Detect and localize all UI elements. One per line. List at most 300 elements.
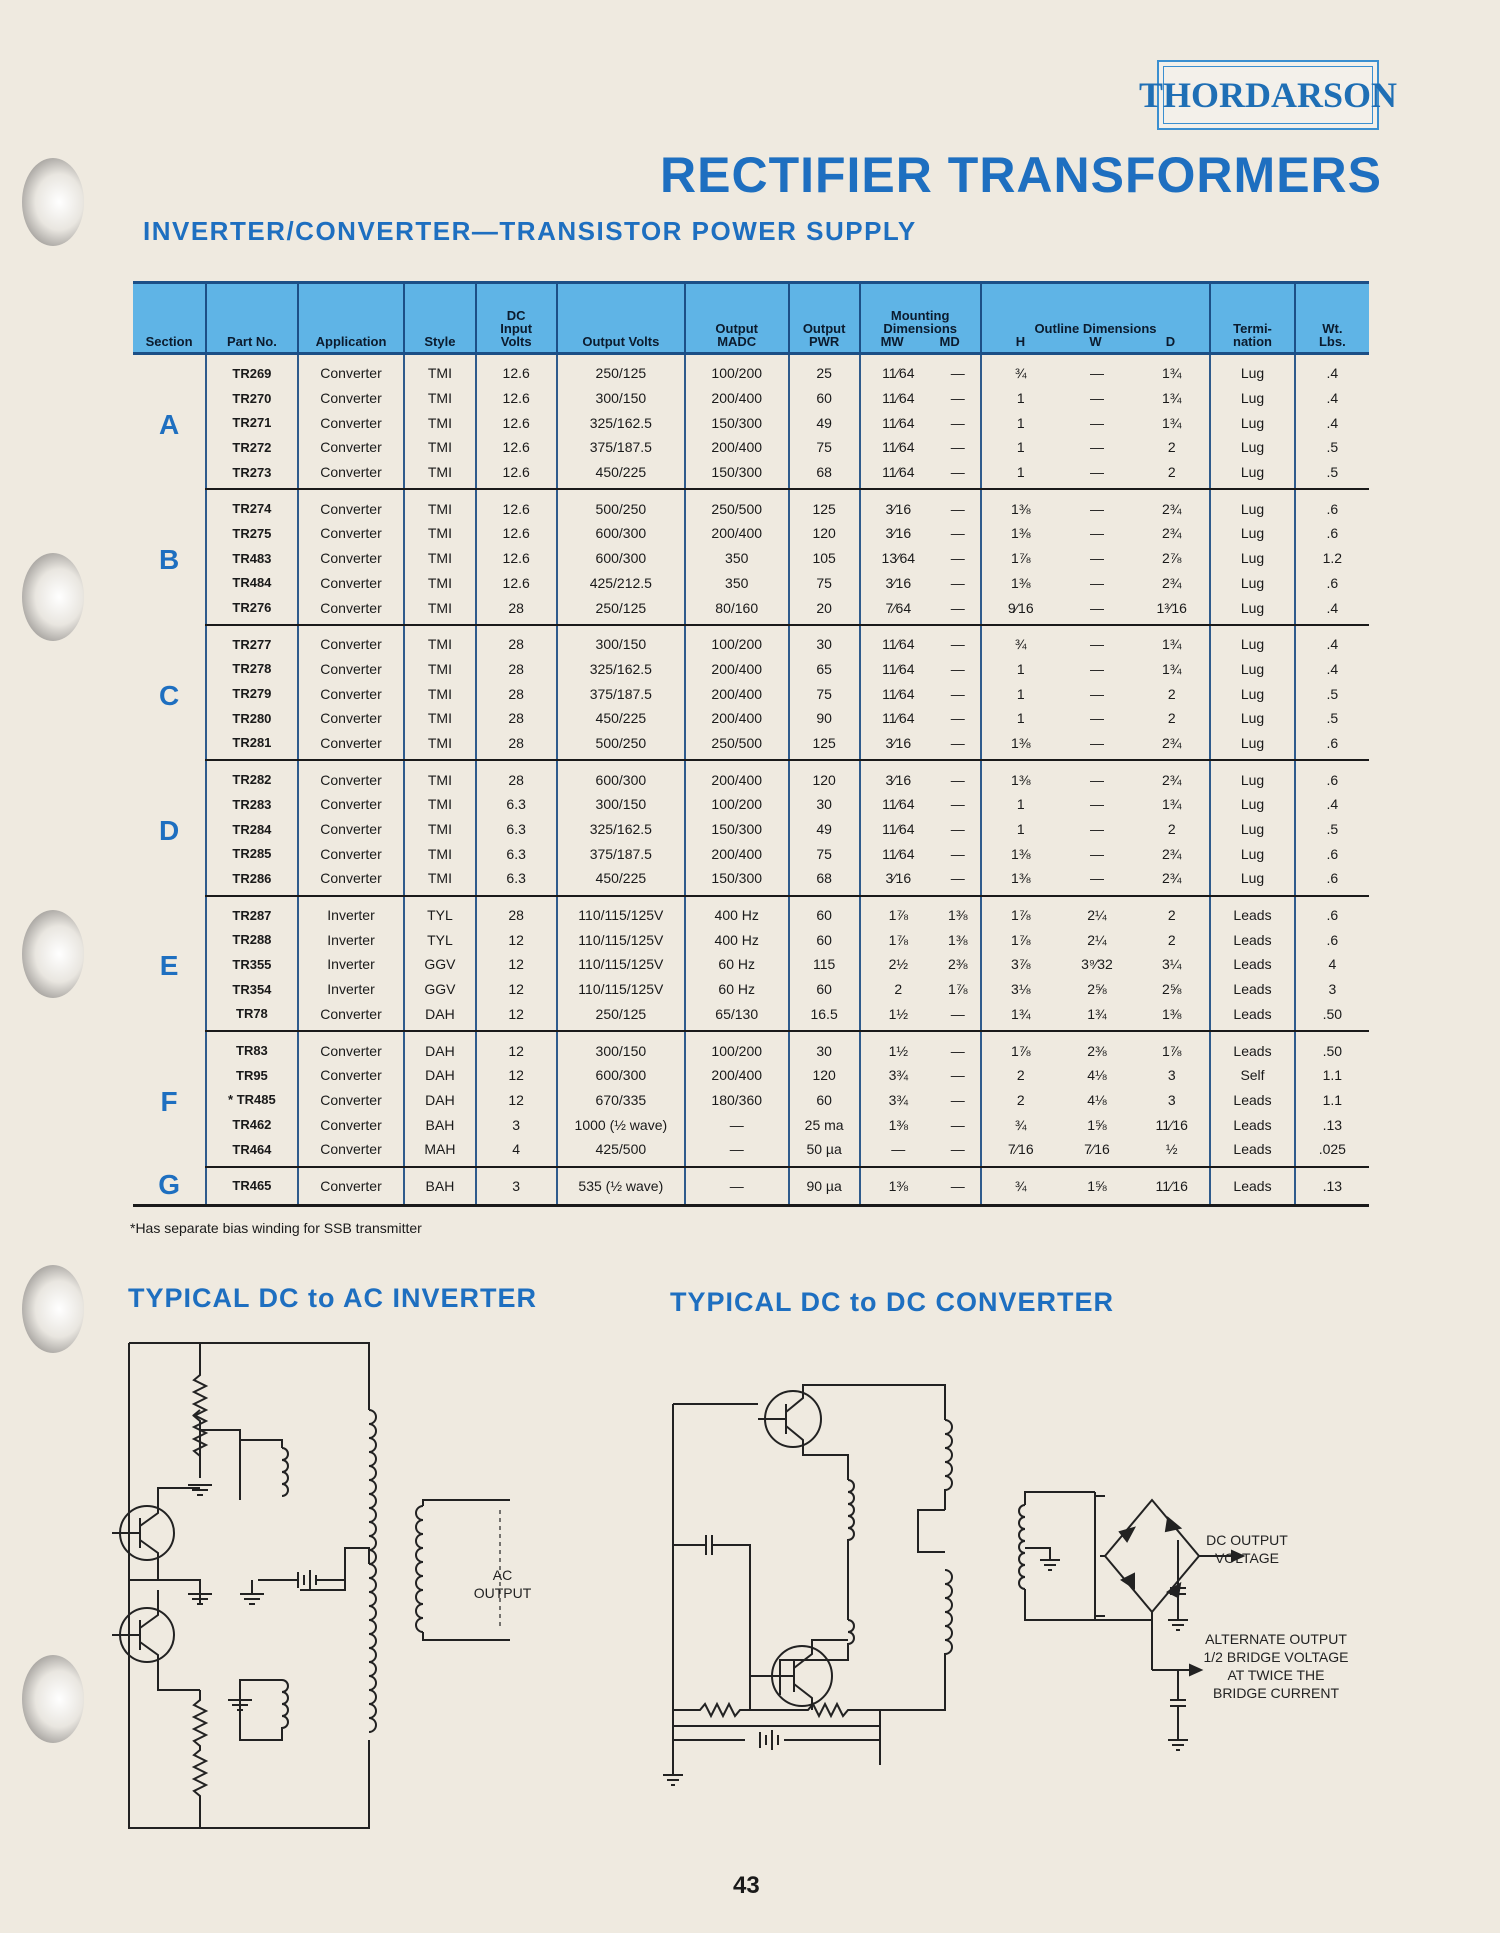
- cell-md: —: [950, 1042, 965, 1059]
- cell-weight: .6: [1295, 866, 1369, 896]
- cell-dc-input-volts: 12.6: [476, 435, 557, 460]
- cell-style: TMI: [404, 792, 475, 817]
- cell-output-madc: 250/500: [685, 731, 789, 761]
- cell-termination: Lug: [1210, 489, 1294, 521]
- cell-termination: Lug: [1210, 546, 1294, 571]
- cell-output-pwr: 30: [789, 625, 860, 657]
- cell-weight: 1.1: [1295, 1088, 1369, 1113]
- cell-termination: Lug: [1210, 706, 1294, 731]
- cell-output-volts: 250/125: [557, 354, 685, 386]
- secondary-leads: [1025, 1492, 1095, 1620]
- cell-md: —: [950, 1116, 965, 1133]
- cell-md: —: [936, 866, 981, 896]
- cell-md: —: [950, 439, 965, 456]
- cell-outline-d: 3: [1167, 1067, 1176, 1084]
- cell-part-no: TR275: [206, 521, 297, 546]
- cell-style: BAH: [404, 1167, 475, 1206]
- cell-mw: 1⅜: [860, 1112, 936, 1137]
- cell-outline-h: 1⅞: [981, 1031, 1060, 1063]
- cell-part-no: TR278: [206, 657, 297, 682]
- cell-weight: .6: [1295, 489, 1369, 521]
- cell-outline-w: —: [1090, 550, 1104, 567]
- cell-style: TMI: [404, 521, 475, 546]
- cell-dc-input-volts: 28: [476, 595, 557, 625]
- cell-mw: 3⁄16: [860, 571, 936, 596]
- cell-weight: .13: [1295, 1112, 1369, 1137]
- cell-outline-h: 1: [981, 681, 1060, 706]
- cell-part-no: TR78: [206, 1002, 297, 1032]
- cell-weight: .6: [1295, 896, 1369, 928]
- cell-mw: 7⁄64: [860, 595, 936, 625]
- cell-termination: Leads: [1210, 1167, 1294, 1206]
- cell-output-volts: 500/250: [557, 731, 685, 761]
- header-output-pwr: Output PWR: [789, 283, 860, 354]
- cell-dc-input-volts: 12: [476, 1088, 557, 1113]
- cell-output-volts: 375/187.5: [557, 435, 685, 460]
- cell-output-pwr: 60: [789, 977, 860, 1002]
- cell-termination: Lug: [1210, 571, 1294, 596]
- cell-output-pwr: 60: [789, 1088, 860, 1113]
- cell-output-pwr: 49: [789, 410, 860, 435]
- cell-termination: Lug: [1210, 410, 1294, 435]
- cell-md: —: [936, 1137, 981, 1167]
- header-dc-input-volts: DC Input Volts: [476, 283, 557, 354]
- cell-md: —: [936, 1002, 981, 1032]
- cell-outline-w: —: [1090, 525, 1104, 542]
- cell-output-madc: 200/400: [685, 841, 789, 866]
- cell-termination: Lug: [1210, 595, 1294, 625]
- cell-termination: Leads: [1210, 1002, 1294, 1032]
- cell-termination: Lug: [1210, 792, 1294, 817]
- cell-part-no: TR276: [206, 595, 297, 625]
- cell-termination: Leads: [1210, 896, 1294, 928]
- cell-outline-w: 2⅝: [1087, 981, 1107, 998]
- cell-weight: .4: [1295, 354, 1369, 386]
- cell-outline-w: —: [1060, 866, 1134, 896]
- cell-md: 1⅞: [948, 981, 968, 998]
- cell-md: —: [950, 710, 965, 727]
- cell-output-volts: 535 (½ wave): [557, 1167, 685, 1206]
- cell-outline-h: 3⅛: [981, 977, 1060, 1002]
- cell-output-volts: 375/187.5: [557, 841, 685, 866]
- cell-outline-h: 1⅜: [981, 571, 1060, 596]
- cell-outline-w: —: [1090, 660, 1104, 677]
- cell-outline-w: —: [1060, 460, 1134, 490]
- cell-md: —: [950, 796, 965, 813]
- cell-weight: .5: [1295, 817, 1369, 842]
- cell-outline-w: —: [1090, 710, 1104, 727]
- cell-output-madc: 200/400: [685, 435, 789, 460]
- cell-md: —: [950, 771, 965, 788]
- cell-part-no: TR283: [206, 792, 297, 817]
- cell-outline-h: 2: [981, 1088, 1060, 1113]
- cell-weight: .4: [1295, 657, 1369, 682]
- section-label: C: [158, 679, 180, 711]
- cell-application: Inverter: [298, 952, 405, 977]
- cell-outline-d: 2: [1167, 685, 1176, 702]
- cell-dc-input-volts: 12.6: [476, 410, 557, 435]
- cell-dc-input-volts: 4: [476, 1137, 557, 1167]
- cell-mw: 11⁄64: [860, 625, 936, 657]
- ground-symbol: [1040, 1560, 1060, 1570]
- cell-part-no: TR273: [206, 460, 297, 490]
- cell-mw: 3¾: [860, 1088, 936, 1113]
- header-termination: Termi- nation: [1210, 283, 1294, 354]
- cell-md: —: [950, 390, 965, 407]
- cell-dc-input-volts: 6.3: [476, 817, 557, 842]
- cell-weight: .6: [1295, 571, 1369, 596]
- cell-termination: Lug: [1210, 386, 1294, 411]
- wire: [240, 1680, 282, 1690]
- cell-outline-w: 2¼: [1087, 907, 1107, 924]
- cell-dc-input-volts: 6.3: [476, 792, 557, 817]
- cell-outline-h: 1: [981, 792, 1060, 817]
- cell-part-no: TR286: [206, 866, 297, 896]
- cell-dc-input-volts: 12.6: [476, 386, 557, 411]
- cell-output-volts: 450/225: [557, 866, 685, 896]
- cell-outline-d: 1¾: [1161, 390, 1182, 407]
- cell-style: TMI: [404, 706, 475, 731]
- cell-outline-d: 1⅜: [1134, 1002, 1210, 1032]
- cell-weight: .4: [1295, 595, 1369, 625]
- cell-application: Converter: [298, 595, 405, 625]
- cell-md: 2⅜: [948, 956, 968, 973]
- cell-md: —: [950, 845, 965, 862]
- cell-output-pwr: 75: [789, 681, 860, 706]
- cell-part-no: TR274: [206, 489, 297, 521]
- cell-outline-h: 1⅜: [981, 760, 1060, 792]
- bias-resistors: [673, 1704, 880, 1716]
- cell-style: BAH: [404, 1112, 475, 1137]
- cell-outline-h: 1: [981, 817, 1060, 842]
- cell-mw: 1⅞: [860, 896, 936, 928]
- cell-termination: Lug: [1210, 817, 1294, 842]
- cell-outline-d: 2¾: [1161, 845, 1182, 862]
- cell-part-no: * TR485: [206, 1088, 297, 1113]
- cell-dc-input-volts: 12: [476, 927, 557, 952]
- transistor-lower-leads: [750, 1640, 848, 1710]
- diode-symbol: [1122, 1574, 1134, 1588]
- cell-dc-input-volts: 12.6: [476, 489, 557, 521]
- cell-output-madc: 150/300: [685, 460, 789, 490]
- cell-output-pwr: 115: [789, 952, 860, 977]
- cell-outline-w: —: [1090, 414, 1104, 431]
- cell-style: TMI: [404, 460, 475, 490]
- transistor-lower-leads: [112, 1590, 200, 1690]
- cell-dc-input-volts: 12: [476, 977, 557, 1002]
- cell-weight: .13: [1295, 1167, 1369, 1206]
- cell-output-pwr: 25: [789, 354, 860, 386]
- cell-dc-input-volts: 28: [476, 731, 557, 761]
- cell-outline-d: 2: [1167, 439, 1176, 456]
- cell-outline-w: —: [1090, 685, 1104, 702]
- cell-outline-h: 1⅜: [981, 521, 1060, 546]
- cell-outline-h: 2: [981, 1063, 1060, 1088]
- cell-application: Inverter: [298, 927, 405, 952]
- cell-application: Converter: [298, 1167, 405, 1206]
- cell-part-no: TR282: [206, 760, 297, 792]
- cell-part-no: TR355: [206, 952, 297, 977]
- cell-dc-input-volts: 28: [476, 706, 557, 731]
- cell-outline-d: 3¼: [1161, 956, 1182, 973]
- cell-style: TMI: [404, 625, 475, 657]
- cell-style: TMI: [404, 489, 475, 521]
- cell-output-pwr: 20: [789, 595, 860, 625]
- cell-part-no: TR95: [206, 1063, 297, 1088]
- cell-output-pwr: 30: [789, 1031, 860, 1063]
- cell-dc-input-volts: 28: [476, 625, 557, 657]
- cell-weight: .6: [1295, 731, 1369, 761]
- cell-mw: 3⁄16: [860, 866, 936, 896]
- cell-output-volts: 300/150: [557, 386, 685, 411]
- cell-part-no: TR287: [206, 896, 297, 928]
- cell-outline-h: 1⅜: [981, 841, 1060, 866]
- cell-mw: 3⁄16: [860, 731, 936, 761]
- cell-weight: .5: [1295, 435, 1369, 460]
- cell-output-volts: 600/300: [557, 1063, 685, 1088]
- cell-termination: Leads: [1210, 1112, 1294, 1137]
- cell-outline-h: 1⅜: [981, 866, 1060, 896]
- feedback-coil-bottom: [780, 1620, 854, 1695]
- cell-output-pwr: 60: [789, 896, 860, 928]
- cell-mw: 3¾: [860, 1063, 936, 1088]
- primary-coil-lower: [369, 1564, 376, 1732]
- section-label: A: [158, 409, 180, 441]
- page-number: 43: [733, 1872, 760, 1899]
- cell-output-pwr: 120: [789, 521, 860, 546]
- cell-outline-w: —: [1090, 796, 1104, 813]
- cell-output-madc: 350: [685, 546, 789, 571]
- cell-output-pwr: 105: [789, 546, 860, 571]
- cell-output-volts: 450/225: [557, 706, 685, 731]
- cell-outline-w: 3⁹⁄32: [1081, 956, 1113, 973]
- cell-outline-h: 1: [981, 460, 1060, 490]
- cell-part-no: TR269: [206, 354, 297, 386]
- cell-output-madc: 150/300: [685, 410, 789, 435]
- cell-mw: 2: [860, 977, 936, 1002]
- cell-output-volts: 600/300: [557, 760, 685, 792]
- cell-termination: Leads: [1210, 1088, 1294, 1113]
- cell-output-volts: 300/150: [557, 1031, 685, 1063]
- cell-md: —: [950, 500, 965, 517]
- dc-output-label: DC OUTPUT VOLTAGE: [1206, 1532, 1288, 1566]
- wire: [880, 1700, 945, 1765]
- battery-symbol: [673, 1726, 880, 1750]
- cell-application: Converter: [298, 1002, 405, 1032]
- cell-application: Converter: [298, 460, 405, 490]
- cell-output-madc: 200/400: [685, 760, 789, 792]
- wire: [129, 1343, 369, 1828]
- cell-outline-h: 3⅞: [981, 952, 1060, 977]
- cell-mw: 11⁄64: [860, 706, 936, 731]
- primary-coil-upper: [945, 1420, 952, 1510]
- cell-output-madc: 200/400: [685, 657, 789, 682]
- ground-symbol: [188, 1485, 212, 1495]
- brand-logo-text: THORDARSON: [1163, 66, 1373, 124]
- cell-output-pwr: 60: [789, 927, 860, 952]
- cell-outline-d: 2: [1167, 907, 1176, 924]
- cell-output-pwr: 25 ma: [789, 1112, 860, 1137]
- cell-outline-d: 1¾: [1161, 636, 1182, 653]
- ground-symbol: [240, 1580, 264, 1604]
- cell-application: Converter: [298, 1088, 405, 1113]
- cell-dc-input-volts: 6.3: [476, 866, 557, 896]
- cell-outline-w: 2⅜: [1087, 1042, 1107, 1059]
- footnote: *Has separate bias winding for SSB transmitter: [130, 1220, 422, 1236]
- cell-mw: 1⅜: [860, 1167, 936, 1206]
- cell-output-pwr: 49: [789, 817, 860, 842]
- cell-md: —: [936, 460, 981, 490]
- cell-termination: Lug: [1210, 866, 1294, 896]
- alt-output-capacitor: [1168, 1670, 1188, 1750]
- cell-output-volts: 110/115/125V: [557, 952, 685, 977]
- cell-outline-d: 2⅞: [1161, 550, 1182, 567]
- cell-output-madc: 350: [685, 571, 789, 596]
- cell-application: Converter: [298, 657, 405, 682]
- cell-output-madc: 180/360: [685, 1088, 789, 1113]
- cell-output-volts: 325/162.5: [557, 410, 685, 435]
- cell-part-no: TR277: [206, 625, 297, 657]
- cell-outline-w: 4⅛: [1087, 1067, 1107, 1084]
- cell-output-volts: 325/162.5: [557, 817, 685, 842]
- header-md: MD: [939, 334, 960, 349]
- cell-output-pwr: 120: [789, 1063, 860, 1088]
- cell-application: Converter: [298, 521, 405, 546]
- cell-part-no: TR484: [206, 571, 297, 596]
- cell-application: Converter: [298, 625, 405, 657]
- cell-outline-w: —: [1060, 595, 1134, 625]
- cell-output-volts: 450/225: [557, 460, 685, 490]
- cell-output-madc: 200/400: [685, 386, 789, 411]
- cell-mw: 11⁄64: [860, 386, 936, 411]
- cell-dc-input-volts: 12.6: [476, 460, 557, 490]
- cell-termination: Lug: [1210, 657, 1294, 682]
- cell-dc-input-volts: 6.3: [476, 841, 557, 866]
- feedback-coil-top: [282, 1448, 288, 1496]
- cell-style: TMI: [404, 841, 475, 866]
- wire: [1152, 1620, 1198, 1670]
- cell-style: TMI: [404, 595, 475, 625]
- cell-output-volts: 110/115/125V: [557, 896, 685, 928]
- cell-outline-w: —: [1090, 574, 1104, 591]
- cell-output-volts: 300/150: [557, 792, 685, 817]
- cell-termination: Leads: [1210, 927, 1294, 952]
- cell-style: TMI: [404, 657, 475, 682]
- cell-weight: 1.2: [1295, 546, 1369, 571]
- converter-schematic: [663, 1385, 1243, 1785]
- cell-style: TMI: [404, 681, 475, 706]
- cell-output-madc: 400 Hz: [685, 896, 789, 928]
- cell-weight: .5: [1295, 681, 1369, 706]
- cell-output-volts: 110/115/125V: [557, 977, 685, 1002]
- cell-md: —: [950, 525, 965, 542]
- section-label: B: [158, 544, 180, 576]
- cell-md: —: [936, 1167, 981, 1206]
- cell-weight: .5: [1295, 460, 1369, 490]
- cell-outline-h: 1⅜: [981, 489, 1060, 521]
- cell-termination: Lug: [1210, 625, 1294, 657]
- cell-weight: .6: [1295, 927, 1369, 952]
- cell-mw: 1½: [860, 1031, 936, 1063]
- cell-md: —: [950, 1091, 965, 1108]
- cell-dc-input-volts: 3: [476, 1167, 557, 1206]
- cell-style: DAH: [404, 1088, 475, 1113]
- cell-termination: Leads: [1210, 1031, 1294, 1063]
- cell-part-no: TR272: [206, 435, 297, 460]
- header-section: Section: [133, 283, 206, 354]
- cell-weight: .025: [1295, 1137, 1369, 1167]
- cell-application: Converter: [298, 841, 405, 866]
- cell-outline-h: 1: [981, 435, 1060, 460]
- cell-output-madc: —: [685, 1112, 789, 1137]
- cell-output-volts: 300/150: [557, 625, 685, 657]
- cell-outline-h: 1⅜: [981, 731, 1060, 761]
- page-title: RECTIFIER TRANSFORMERS: [660, 147, 1382, 203]
- cell-outline-d: 1¾: [1161, 414, 1182, 431]
- cell-mw: 11⁄64: [860, 410, 936, 435]
- primary-coil-upper: [369, 1410, 376, 1564]
- output-capacitor: [1168, 1556, 1188, 1630]
- cell-weight: 3: [1295, 977, 1369, 1002]
- header-mw: MW: [880, 334, 904, 349]
- cell-output-madc: —: [685, 1167, 789, 1206]
- cell-outline-d: 1³⁄16: [1134, 595, 1210, 625]
- header-mounting-dimensions: Mounting Dimensions MW MD: [860, 283, 981, 354]
- cell-output-pwr: 68: [789, 866, 860, 896]
- cell-outline-h: ¾: [981, 354, 1060, 386]
- secondary-coil: [1019, 1505, 1025, 1589]
- cell-style: DAH: [404, 1063, 475, 1088]
- cell-output-volts: 375/187.5: [557, 681, 685, 706]
- cell-application: Converter: [298, 760, 405, 792]
- cell-output-pwr: 120: [789, 760, 860, 792]
- cell-output-madc: 400 Hz: [685, 927, 789, 952]
- cell-part-no: TR288: [206, 927, 297, 952]
- cell-mw: —: [860, 1137, 936, 1167]
- output-coil: [416, 1506, 423, 1632]
- cell-outline-w: —: [1090, 636, 1104, 653]
- header-part-no: Part No.: [206, 283, 297, 354]
- cell-outline-w: —: [1090, 821, 1104, 838]
- cell-outline-h: 1: [981, 386, 1060, 411]
- feedback-coil-bottom: [240, 1680, 288, 1740]
- cell-outline-d: 2¾: [1161, 771, 1182, 788]
- cell-application: Converter: [298, 386, 405, 411]
- cell-output-volts: 600/300: [557, 546, 685, 571]
- cell-output-volts: 425/212.5: [557, 571, 685, 596]
- cell-mw: 13⁄64: [860, 546, 936, 571]
- cell-output-madc: 200/400: [685, 1063, 789, 1088]
- cell-part-no: TR270: [206, 386, 297, 411]
- cell-md: 1⅜: [948, 931, 968, 948]
- cell-termination: Lug: [1210, 760, 1294, 792]
- cell-output-volts: 670/335: [557, 1088, 685, 1113]
- cell-style: TYL: [404, 896, 475, 928]
- cell-style: DAH: [404, 1031, 475, 1063]
- cell-style: TMI: [404, 817, 475, 842]
- header-w: W: [1089, 334, 1102, 349]
- cell-style: TYL: [404, 927, 475, 952]
- cell-application: Converter: [298, 817, 405, 842]
- header-output-madc: Output MADC: [685, 283, 789, 354]
- cell-part-no: TR271: [206, 410, 297, 435]
- cell-outline-d: 2¾: [1161, 574, 1182, 591]
- cell-output-madc: 200/400: [685, 681, 789, 706]
- cell-outline-w: 1⅝: [1060, 1167, 1134, 1206]
- cell-output-pwr: 50 µa: [789, 1137, 860, 1167]
- cell-output-volts: 1000 (½ wave): [557, 1112, 685, 1137]
- transistor-upper-leads: [758, 1385, 945, 1480]
